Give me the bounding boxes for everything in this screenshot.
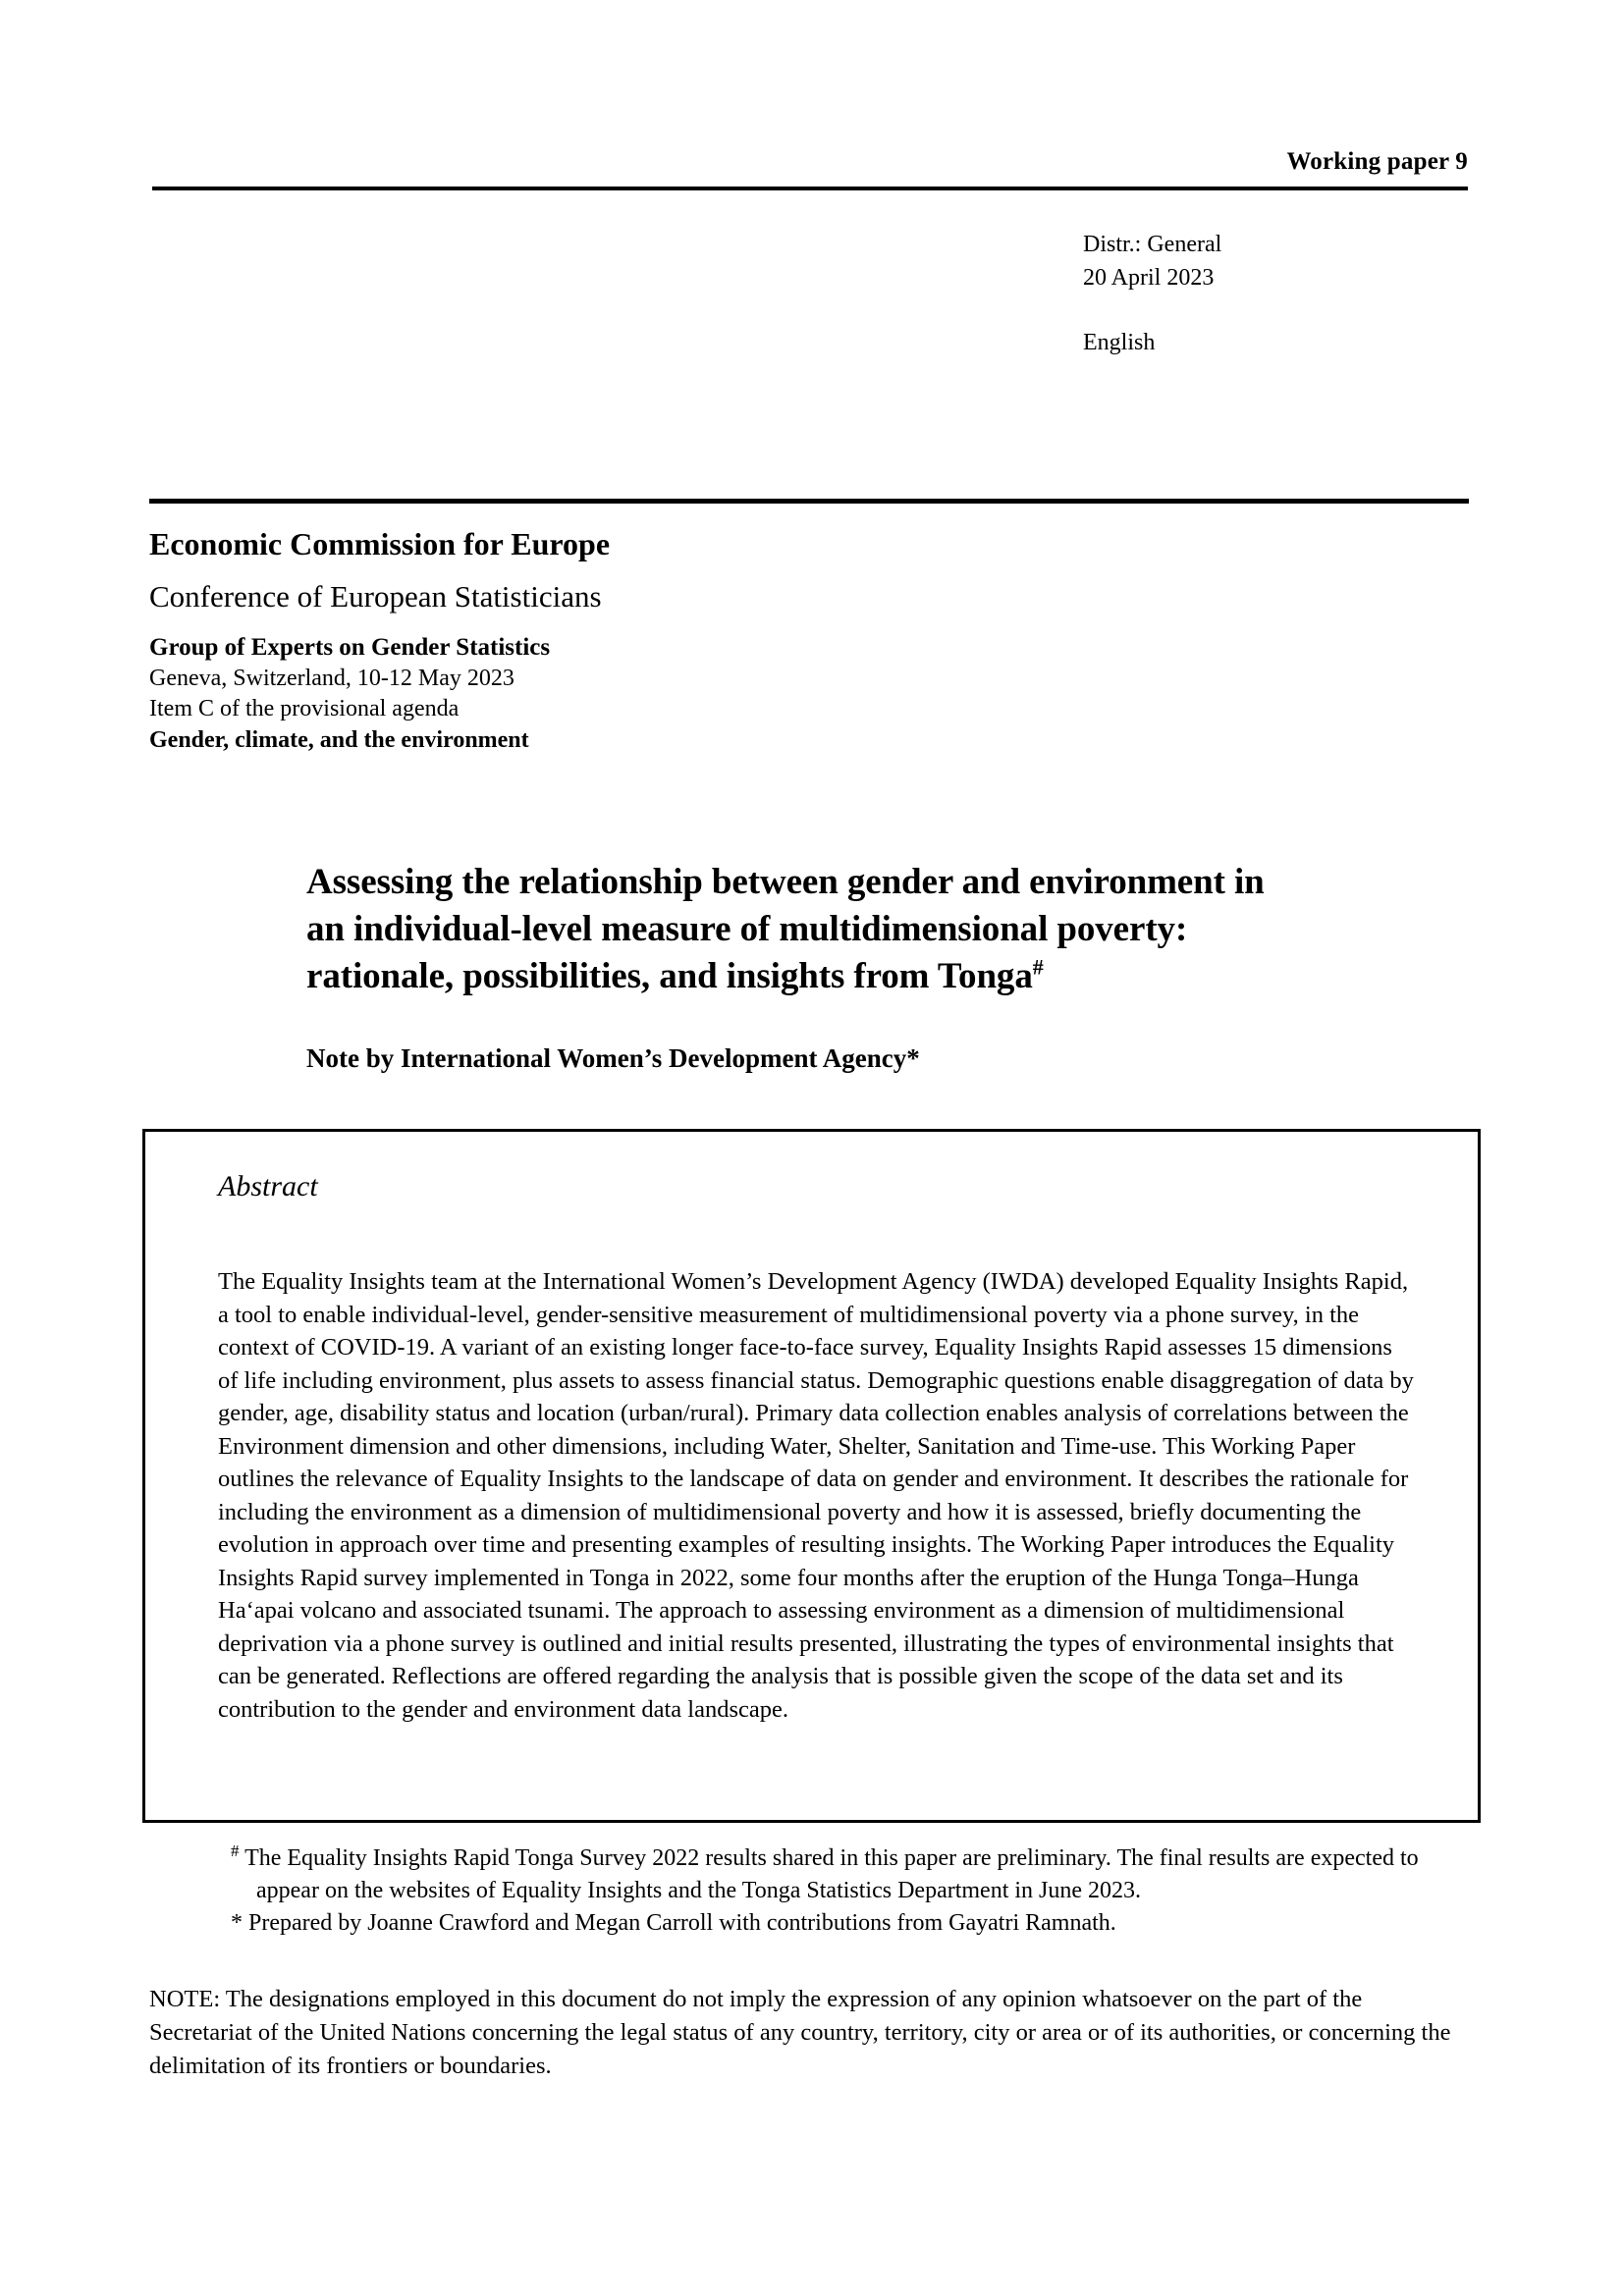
footnotes-block (231, 1842, 1478, 1940)
organization-block (149, 524, 1131, 756)
footnote-star-text: Prepared by Joanne Crawford and Megan Carroll with contributions from Gayatri Ramnath. (248, 1910, 1116, 1936)
page-header (152, 147, 1468, 190)
footnote-hash-marker: # (231, 1842, 240, 1860)
note-by-line: Note by International Women’s Development Agency* (306, 1042, 920, 1073)
footnote-star (231, 1907, 1478, 1940)
page-title (306, 859, 1308, 1000)
footnote-hash (231, 1842, 1478, 1907)
agenda-topic: Gender, climate, and the environment (149, 727, 529, 753)
working-paper-label: Working paper 9 (1286, 148, 1468, 175)
footnote-hash-text: The Equality Insights Rapid Tonga Survey 2022 results shared in this paper are preliminary. The final results are expected to appear on the websites of Equality Insights and the Tonga Statistics Department in June 2023. (244, 1845, 1419, 1903)
expert-group-name: Group of Experts on Gender Statistics (149, 634, 551, 661)
document-language: English (1083, 330, 1156, 355)
commission-name: Economic Commission for Europe (149, 526, 611, 561)
title-block (306, 834, 1308, 1075)
abstract-box (142, 1129, 1481, 1823)
abstract-body: The Equality Insights team at the International Women’s Development Agency (IWDA) developed Equality Insights Rapid, a tool to enable individual-level, gender-sensitive measurement of multidimensional poverty via a phone survey, in the context of COVID-19. A variant of an existing longer face-to-face survey, Equality Insights Rapid assesses 15 dimensions of life including environment, plus assets to assess financial status. Demographic questions enable disaggregation of data by gender, age, disability status and location (urban/rural). Primary data collection enables analysis of correlations between the Environment dimension and other dimensions, including Water, Shelter, Sanitation and Time-use. This Working Paper outlines the relevance of Equality Insights to the landscape of data on gender and environment. It describes the rationale for including the environment as a dimension of multidimensional poverty and how it is assessed, briefly documenting the evolution in approach over time and presenting examples of resulting insights. The Working Paper introduces the Equality Insights Rapid survey implemented in Tonga in 2022, some four months after the eruption of the Hunga Tonga–Hunga Haʻapai volcano and associated tsunami. The approach to assessing environment as a dimension of multidimensional deprivation via a phone survey is outlined and initial results presented, illustrating the types of environmental insights that can be generated. Reflections are offered regarding the analysis that is possible given the scope of the data set and its contribution to the gender and environment data landscape. (218, 1268, 1414, 1723)
organization-rule (149, 499, 1469, 504)
page-title-text: Assessing the relationship between gender and environment in an individual-level measure of multidimensional poverty: rationale, possibilities, and insights from Tonga (306, 861, 1265, 996)
agenda-item: Item C of the provisional agenda (149, 696, 460, 721)
meeting-location-date: Geneva, Switzerland, 10-12 May 2023 (149, 666, 514, 691)
footnote-star-marker: * (231, 1910, 243, 1936)
distribution-line: Distr.: General (1083, 232, 1222, 257)
document-date: 20 April 2023 (1083, 265, 1215, 291)
conference-name: Conference of European Statisticians (149, 579, 602, 614)
title-footnote-marker: # (1032, 954, 1044, 980)
distribution-block (1083, 228, 1221, 359)
disclaimer-note: NOTE: The designations employed in this document do not imply the expression of any opinion whatsoever on the part of the Secretariat of the United Nations concerning the legal status of any country, territory, city or area or of its authorities, or concerning the delimitation of its frontiers or boundaries. (149, 1986, 1451, 2079)
distribution-spacer (1083, 294, 1221, 326)
abstract-heading: Abstract (218, 1170, 318, 1202)
header-rule (152, 187, 1468, 190)
